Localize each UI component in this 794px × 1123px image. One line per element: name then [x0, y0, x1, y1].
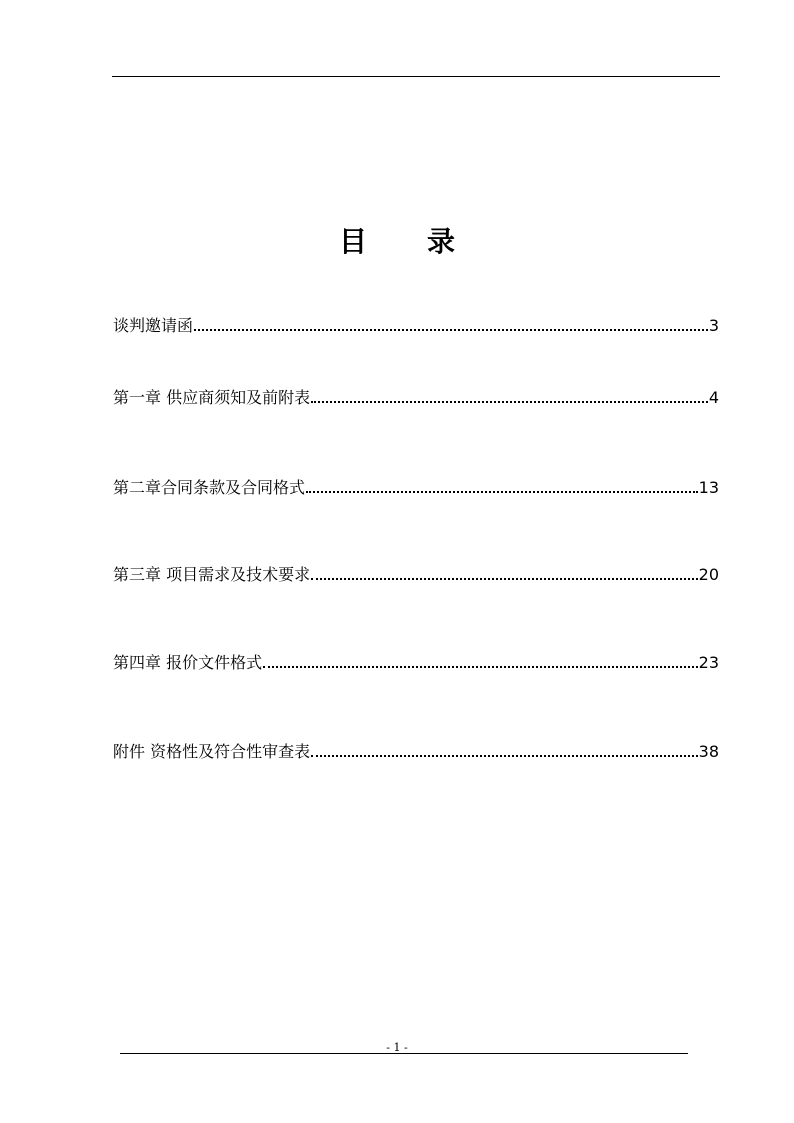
toc-dot-leader — [194, 329, 708, 331]
toc-entry-appendix[interactable] — [113, 740, 719, 764]
toc-title-char-2: 录 — [427, 225, 456, 258]
toc-entry-label: 谈判邀请函 — [113, 316, 194, 335]
toc-entry-page: 3 — [708, 316, 719, 335]
toc-dot-leader — [311, 401, 708, 403]
header-rule — [112, 76, 720, 77]
toc-entry-label: 第四章 报价文件格式 — [113, 653, 263, 672]
toc-entry-invitation[interactable] — [113, 314, 719, 338]
toc-entry-page: 4 — [708, 388, 719, 407]
toc-entry-label: 第一章 供应商须知及前附表 — [113, 388, 311, 407]
toc-dot-leader — [306, 491, 698, 493]
toc-dot-leader — [263, 666, 698, 668]
toc-entry-page: 38 — [698, 742, 719, 761]
toc-entry-page: 23 — [698, 653, 719, 672]
toc-entry-page: 13 — [698, 478, 719, 497]
toc-entry-page: 20 — [698, 565, 719, 584]
toc-dot-leader — [311, 755, 698, 757]
toc-entry-chapter-2[interactable] — [113, 476, 719, 500]
toc-entry-chapter-3[interactable] — [113, 563, 719, 587]
footer-page-number: - 1 - — [386, 1041, 408, 1054]
toc-dot-leader — [311, 578, 698, 580]
toc-title — [0, 220, 794, 260]
footer-rule — [120, 1053, 688, 1054]
toc-entry-label: 第三章 项目需求及技术要求 — [113, 565, 311, 584]
toc-title-char-1: 目 — [338, 225, 367, 258]
toc-entry-label: 第二章合同条款及合同格式 — [113, 478, 306, 497]
toc-entry-label: 附件 资格性及符合性审查表 — [113, 742, 311, 761]
toc-entry-chapter-1[interactable] — [113, 386, 719, 410]
toc-entry-chapter-4[interactable] — [113, 651, 719, 675]
